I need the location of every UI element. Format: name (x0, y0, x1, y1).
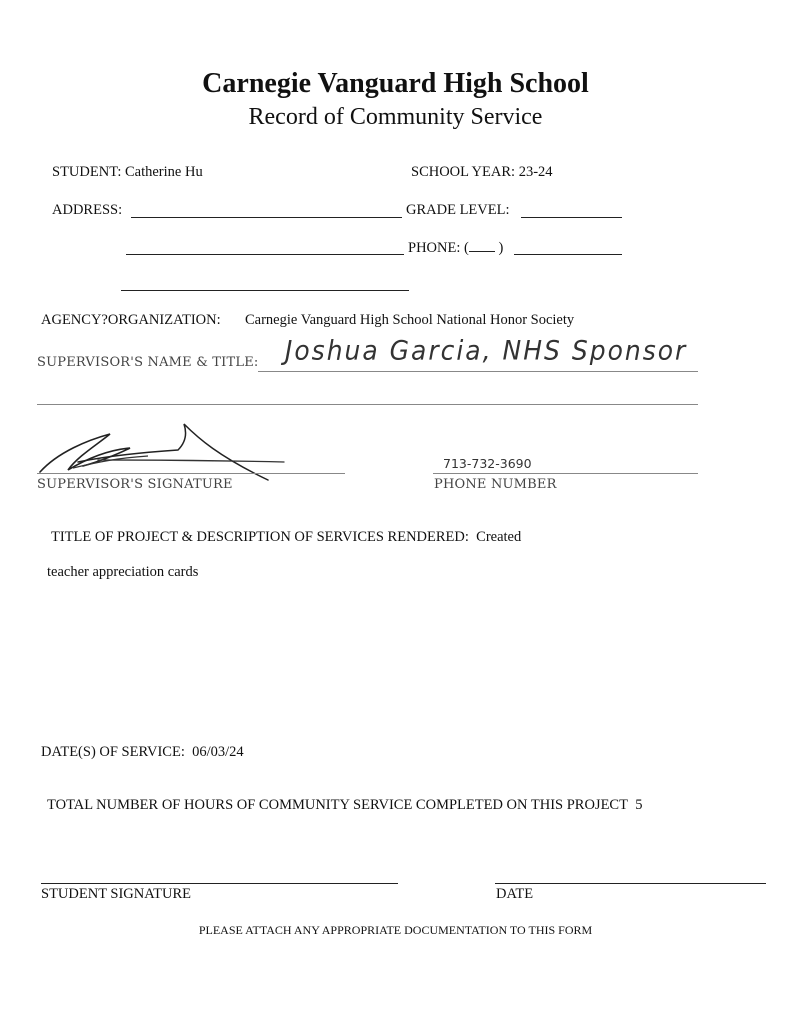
supervisor-phone-value[interactable]: 713-732-3690 (443, 456, 532, 471)
documentation-note: PLEASE ATTACH ANY APPROPRIATE DOCUMENTATION TO THIS FORM (198, 923, 593, 937)
school-year-field (411, 164, 553, 181)
phone-paren: ) (498, 240, 504, 256)
supervisor-name-line (258, 371, 698, 372)
hours-label: TOTAL NUMBER OF HOURS OF COMMUNITY SERVICE COMPLETED ON THIS PROJECT (47, 797, 628, 813)
address-line-3[interactable] (121, 290, 409, 291)
supervisor-name-label: SUPERVISOR'S NAME & TITLE: (37, 355, 259, 370)
address-label: ADDRESS: (52, 202, 123, 218)
phone-field (408, 239, 503, 257)
supervisor-signature-label: SUPERVISOR'S SIGNATURE (37, 477, 233, 492)
date-label: DATE (496, 886, 534, 902)
dates-label: DATE(S) OF SERVICE: (41, 744, 185, 760)
address-line-1[interactable] (131, 217, 402, 218)
supervisor-name-handwritten[interactable]: Joshua Garcia, NHS Sponsor (285, 335, 688, 366)
supervisor-signature-line (37, 473, 345, 474)
school-year-value[interactable]: 23-24 (518, 164, 553, 180)
date-line[interactable] (495, 883, 766, 884)
supervisor-phone-line (433, 473, 698, 474)
school-name: Carnegie Vanguard High School (202, 68, 589, 99)
project-label: TITLE OF PROJECT & DESCRIPTION OF SERVICES RENDERED: (51, 529, 469, 545)
grade-level-line[interactable] (521, 217, 622, 218)
student-signature-line[interactable] (41, 883, 398, 884)
dates-value[interactable]: 06/03/24 (192, 744, 244, 760)
agency-label: AGENCY?ORGANIZATION: (41, 312, 221, 328)
phone-line[interactable] (514, 254, 622, 255)
school-year-label: SCHOOL YEAR: (411, 164, 516, 180)
form-title: Record of Community Service (248, 104, 543, 130)
project-value-line2[interactable]: teacher appreciation cards (47, 564, 199, 580)
project-value-line1[interactable]: Created (476, 529, 522, 545)
student-label: STUDENT: (52, 164, 122, 180)
student-value[interactable]: Catherine Hu (124, 164, 203, 180)
supervisor-phone-label: PHONE NUMBER (434, 477, 557, 492)
project-field (51, 529, 521, 546)
dates-field (41, 744, 244, 761)
hours-value[interactable]: 5 (635, 797, 643, 813)
student-signature-label: STUDENT SIGNATURE (41, 886, 191, 902)
address-line-2[interactable] (126, 254, 404, 255)
hours-field (47, 797, 642, 814)
agency-value[interactable]: Carnegie Vanguard High School National Honor Society (245, 312, 575, 328)
phone-label: PHONE: ( (408, 240, 469, 256)
grade-level-label: GRADE LEVEL: (406, 202, 510, 218)
supervisor-signature-image (38, 422, 298, 484)
student-field (52, 164, 203, 181)
area-code-line[interactable] (469, 239, 495, 252)
supervisor-title-line (37, 404, 698, 405)
